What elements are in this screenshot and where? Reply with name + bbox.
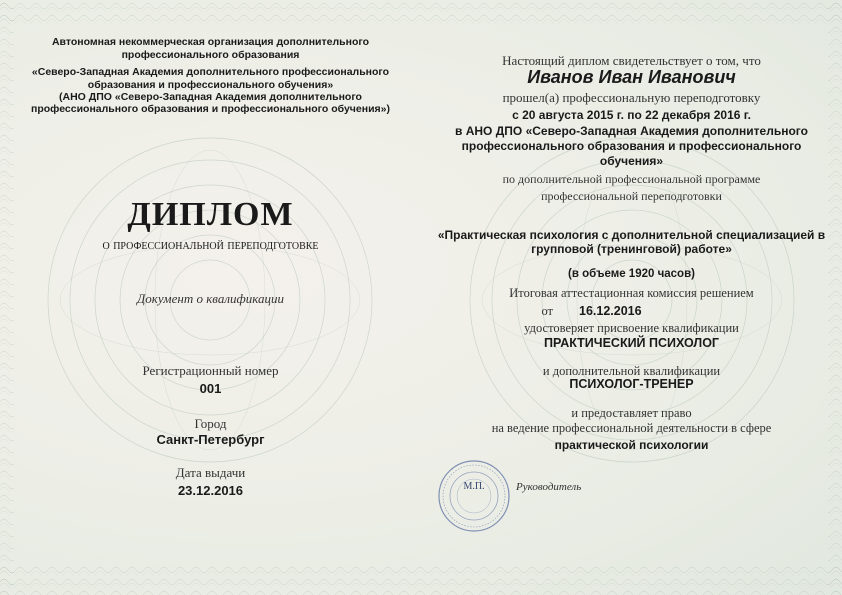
official-seal (437, 459, 511, 533)
program-name-line-2: групповой (тренинговой) работе» (531, 242, 732, 256)
qualification-main: ПРАКТИЧЕСКИЙ ПСИХОЛОГ (543, 336, 720, 350)
diploma-title: ДИПЛОМ (127, 196, 294, 233)
decision-date-label: от (541, 304, 553, 318)
diploma-subtitle: о профессиональной переподготовке (102, 238, 319, 253)
org-line-1: Автономная некоммерческая организация дополнительного (51, 36, 370, 48)
city-label: Город (194, 416, 227, 431)
certifies-text: удостоверяет присвоение квалификации (524, 321, 739, 335)
right-org-line-1: в АНО ДПО «Северо-Западная Академия дополнительного (455, 124, 808, 138)
study-period: с 20 августа 2015 г. по 22 декабря 2016 г. (512, 108, 751, 122)
graduate-name: Иванов Иван Иванович (527, 67, 736, 87)
stamp-label: М.П. (463, 481, 485, 492)
document-type: Документ о квалификации (137, 291, 284, 306)
intro-text: Настоящий диплом свидетельствует о том, что (502, 53, 761, 68)
registration-number: 001 (199, 381, 222, 396)
program-line-2: профессиональной переподготовки (541, 189, 722, 203)
additional-qualification-text: и дополнительной квалификации (542, 364, 721, 378)
program-hours: (в объеме 1920 часов) (568, 268, 695, 280)
issue-date-label: Дата выдачи (175, 465, 246, 480)
decision-date-row (421, 302, 842, 320)
grants-text: и предоставляет право (571, 406, 692, 420)
qualification-additional: ПСИХОЛОГ-ТРЕНЕР (569, 377, 694, 391)
commission-text: Итоговая аттестационная комиссия решением (509, 286, 754, 300)
right-org-line-2: профессионального образования и профессионального (461, 139, 802, 153)
passed-text: прошел(а) профессиональную переподготовку (502, 90, 761, 105)
org-line-2: профессионального образования (121, 49, 300, 61)
program-name-line-1: «Практическая психология с дополнительной специализацией в (437, 228, 826, 242)
field-value: практической психологии (554, 438, 709, 452)
issue-date-value: 23.12.2016 (177, 483, 244, 498)
program-line-1: по дополнительной профессиональной программе (502, 172, 761, 186)
org-line-6: профессионального образования и профессионального обучения») (30, 103, 390, 115)
decision-date-value: 16.12.2016 (579, 304, 642, 318)
registration-label: Регистрационный номер (142, 363, 279, 378)
org-line-5: (АНО ДПО «Северо-Западная Академия дополнительного (59, 91, 362, 103)
field-line-text: на ведение профессиональной деятельности в сфере (491, 421, 772, 435)
org-line-3: «Северо-Западная Академия дополнительного профессионального (31, 66, 390, 78)
signature-label: Руководитель (516, 481, 582, 493)
right-org-line-3: обучения» (599, 154, 664, 168)
org-line-4: образования и профессионального обучения» (87, 79, 334, 91)
city-value: Санкт-Петербург (156, 432, 265, 447)
